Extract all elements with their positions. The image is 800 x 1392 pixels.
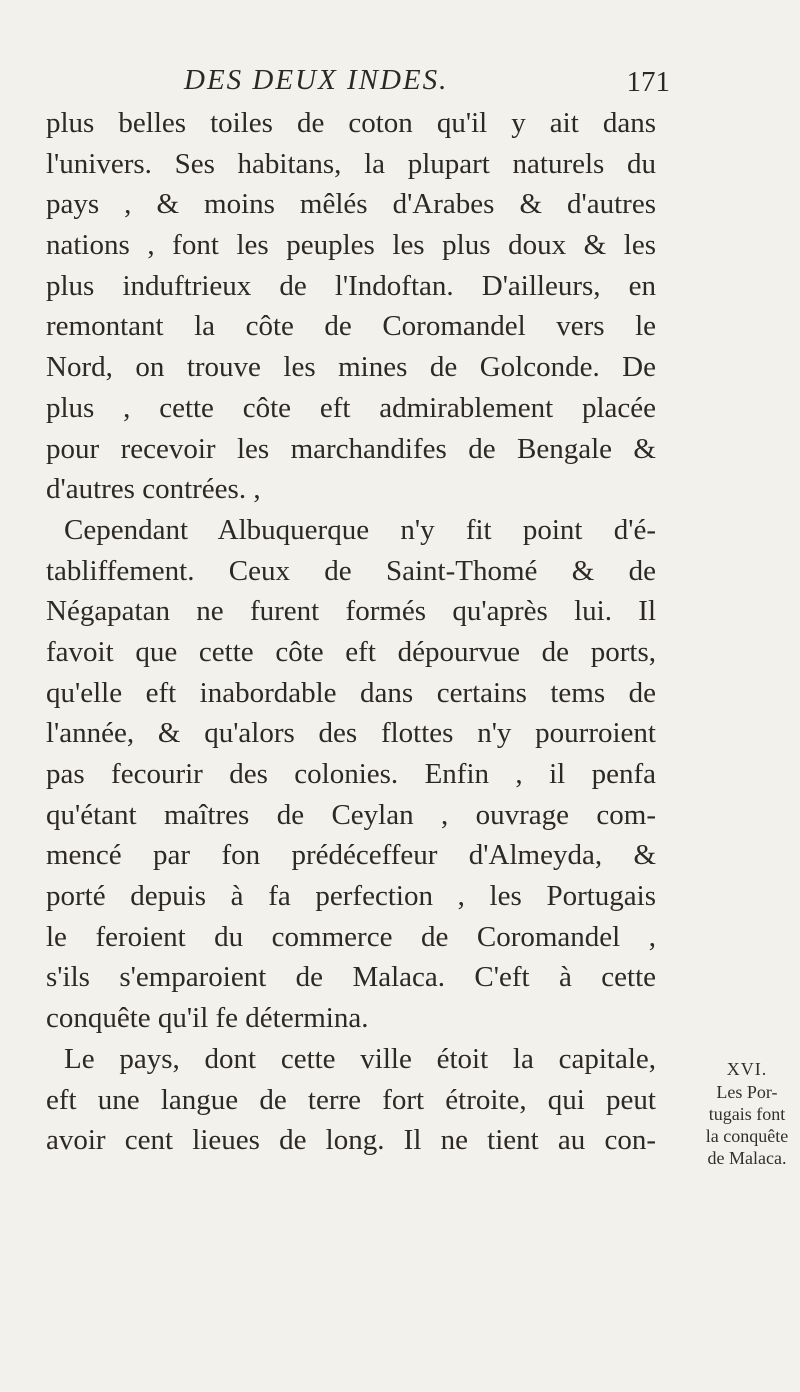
body-text xyxy=(46,103,656,1161)
margin-note-line: Les Por- xyxy=(716,1082,778,1102)
text-line: eft une langue de terre fort étroite, qui peut xyxy=(46,1083,656,1116)
text-line: le feroient du commerce de Coromandel , xyxy=(46,920,656,953)
text-line: pour recevoir les marchandifes de Bengale & xyxy=(46,432,656,465)
text-line: remontant la côte de Coromandel vers le xyxy=(46,310,656,343)
running-title: DES DEUX INDES. xyxy=(184,64,449,96)
margin-note-number: XVI. xyxy=(726,1059,768,1079)
paragraph-start-line: Cependant Albuquerque n'y fit point d'é- xyxy=(64,513,656,546)
margin-note-line: de Malaca. xyxy=(707,1148,787,1168)
text-line: qu'elle eft inabordable dans certains tems de xyxy=(46,676,656,709)
text-line: l'univers. Ses habitans, la plupart naturels du xyxy=(46,147,656,180)
text-line: porté depuis à fa perfection , les Portugais xyxy=(46,880,656,913)
text-line: avoir cent lieues de long. Il ne tient au con- xyxy=(46,1124,656,1157)
text-line: pas fecourir des colonies. Enfin , il penfa xyxy=(46,758,656,790)
text-line: s'ils s'emparoient de Malaca. C'eft à cette xyxy=(46,961,656,994)
text-line: conquête qu'il fe détermina. xyxy=(46,1002,369,1035)
running-head xyxy=(150,64,670,104)
text-line: plus induftrieux de l'Indoftan. D'ailleurs, en xyxy=(46,269,656,302)
margin-note-line: la conquête xyxy=(705,1126,789,1146)
margin-note-line: tugais font xyxy=(708,1104,786,1124)
text-line: pays , & moins mêlés d'Arabes & d'autres xyxy=(46,188,656,221)
text-line: mencé par fon prédéceffeur d'Almeyda, & xyxy=(46,839,656,872)
page-number: 171 xyxy=(626,66,670,98)
text-line: Nord, on trouve les mines de Golconde. De xyxy=(46,351,656,384)
text-line: plus belles toiles de coton qu'il y ait dans xyxy=(46,107,656,139)
text-line: qu'étant maîtres de Ceylan , ouvrage com- xyxy=(46,798,656,831)
margin-note xyxy=(697,1058,797,1169)
text-line: nations , font les peuples les plus doux & les xyxy=(46,229,656,262)
text-line: l'année, & qu'alors des flottes n'y pourroient xyxy=(46,717,656,750)
text-line: plus , cette côte eft admirablement placée xyxy=(46,391,656,424)
text-line: d'autres contrées. , xyxy=(46,473,261,506)
text-line: favoit que cette côte eft dépourvue de ports, xyxy=(46,635,656,668)
text-line: Négapatan ne furent formés qu'après lui. Il xyxy=(46,595,656,628)
paragraph-start-line: Le pays, dont cette ville étoit la capitale, xyxy=(64,1042,656,1075)
text-line: tabliffement. Ceux de Saint-Thomé & de xyxy=(46,554,656,587)
